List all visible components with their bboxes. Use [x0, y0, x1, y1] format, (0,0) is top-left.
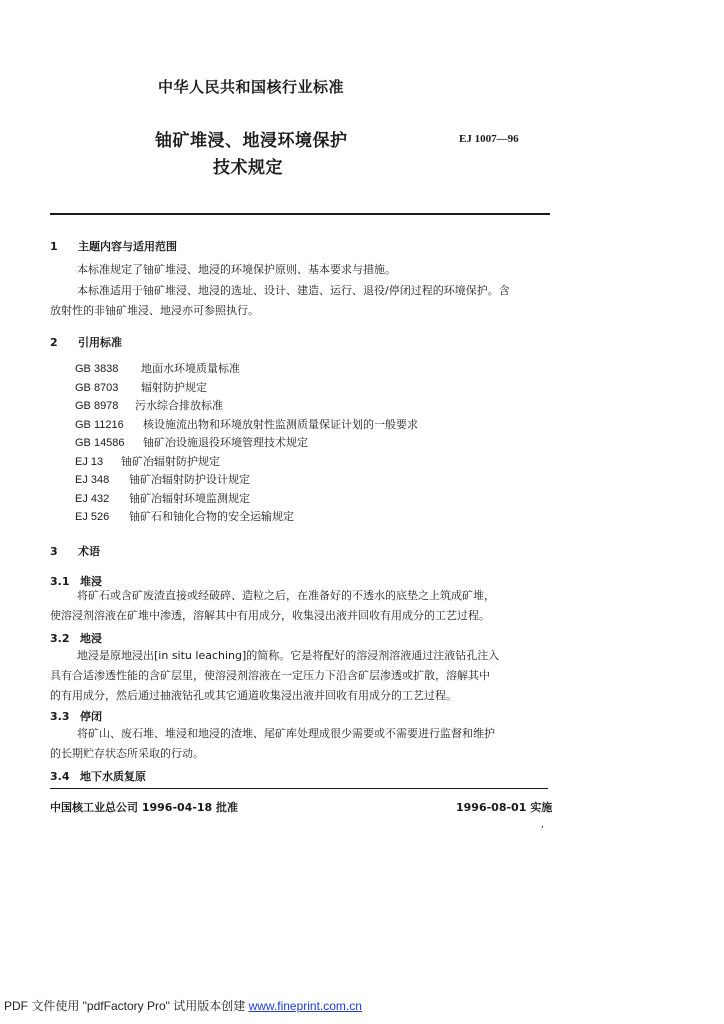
section-title: 术语: [78, 545, 100, 558]
term-title: 停闭: [80, 710, 102, 723]
term-3-1-text-line-2: 使溶浸剂溶液在矿堆中渗透，溶解其中有用成分，收集浸出液并回收有用成分的工艺过程。: [50, 609, 490, 622]
reference-code: GB 11216: [75, 418, 124, 431]
document-title-line1: 铀矿堆浸、地浸环境保护: [155, 131, 348, 151]
section-number: 2: [50, 336, 58, 349]
term-3-1-text-line-1: 将矿石或含矿废渣直接或经破碎、造粒之后，在准备好的不透水的底垫之上筑成矿堆，: [77, 589, 495, 602]
term-3-3-heading: [50, 708, 102, 724]
reference-title: 污水综合排放标准: [135, 399, 223, 412]
section-2-heading: [50, 334, 122, 350]
referenced-standards-list: [75, 360, 418, 527]
reference-code: GB 8703: [75, 381, 119, 394]
reference-title: 地面水环境质量标准: [141, 362, 240, 375]
reference-code: GB 3838: [75, 363, 119, 375]
term-3-2-text-line-2: 具有合适渗透性能的含矿层里，使溶浸剂溶液在一定压力下沿含矿层渗透或扩散，溶解其中: [50, 669, 490, 682]
reference-item: [75, 397, 418, 416]
section-title: 主题内容与适用范围: [78, 240, 177, 253]
section-3-heading: [50, 543, 100, 559]
reference-item: [75, 471, 418, 490]
reference-title: 铀矿冶辐射防护规定: [121, 454, 220, 468]
reference-code: EJ 13: [75, 455, 104, 468]
reference-item: [75, 490, 418, 509]
reference-code: EJ 526: [75, 511, 110, 523]
section-1-para-2-line-2: 放射性的非铀矿堆浸、地浸亦可参照执行。: [50, 304, 259, 317]
watermark-text: PDF 文件使用 "pdfFactory Pro" 试用版本创建: [4, 999, 249, 1013]
header-divider: [50, 213, 550, 215]
reference-code: GB 8978: [75, 400, 119, 412]
term-number: 3.2: [50, 632, 70, 645]
issuing-body-header: 中华人民共和国核行业标准: [158, 78, 345, 96]
reference-item: [75, 379, 418, 398]
section-1-para-1: 本标准规定了铀矿堆浸、地浸的环境保护原则、基本要求与措施。: [77, 263, 396, 276]
reference-item: [75, 416, 418, 435]
standard-code: EJ 1007—96: [459, 133, 519, 145]
reference-code: EJ 348: [75, 474, 110, 486]
footer-divider: [50, 788, 548, 789]
reference-item: [75, 434, 418, 453]
reference-item: [75, 508, 418, 527]
term-number: 3.3: [50, 710, 70, 723]
scan-speck: ,: [541, 820, 544, 830]
section-1-heading: [50, 238, 177, 254]
document-title-line2: 技术规定: [213, 158, 283, 178]
section-title: 引用标准: [78, 336, 122, 349]
reference-title: 铀矿冶辐射环境监测规定: [129, 491, 250, 505]
pdf-watermark: [4, 997, 362, 1014]
reference-code: GB 14586: [75, 437, 125, 449]
reference-title: 铀矿冶设施退役环境管理技术规定: [143, 436, 308, 449]
reference-item: [75, 453, 418, 472]
term-3-2-heading: [50, 630, 102, 646]
reference-item: [75, 360, 418, 379]
watermark-link[interactable]: www.fineprint.com.cn: [248, 999, 362, 1013]
term-3-2-text-line-3: 的有用成分，然后通过抽液钻孔或其它通道收集浸出液并回收有用成分的工艺过程。: [50, 689, 457, 702]
section-1-para-2-line-1: 本标准适用于铀矿堆浸、地浸的选址、设计、建造、运行、退役/停闭过程的环境保护。含: [77, 284, 510, 297]
term-3-2-text-line-1: 地浸是原地浸出[in situ leaching]的简称。它是将配好的溶浸剂溶液通过注液钻孔注入: [77, 649, 500, 662]
reference-title: 铀矿冶辐射防护设计规定: [129, 473, 250, 486]
term-number: 3.4: [50, 770, 70, 783]
term-title: 堆浸: [80, 575, 102, 588]
reference-title: 铀矿石和铀化合物的安全运输规定: [129, 510, 294, 523]
term-title: 地下水质复原: [80, 770, 146, 783]
effective-date: 1996-08-01 实施: [456, 801, 553, 814]
term-number: 3.1: [50, 575, 70, 588]
reference-title: 核设施流出物和环境放射性监测质量保证计划的一般要求: [143, 417, 418, 431]
section-number: 1: [50, 240, 58, 253]
section-number: 3: [50, 545, 58, 558]
term-3-4-heading: [50, 768, 146, 784]
term-3-3-text-line-2: 的长期贮存状态所采取的行动。: [50, 747, 204, 760]
reference-code: EJ 432: [75, 492, 110, 505]
approval-statement: 中国核工业总公司 1996-04-18 批准: [50, 801, 239, 814]
reference-title: 辐射防护规定: [141, 380, 207, 394]
term-3-3-text-line-1: 将矿山、废石堆、堆浸和地浸的渣堆、尾矿库处理成很少需要或不需要进行监督和维护: [77, 727, 495, 740]
term-title: 地浸: [80, 632, 102, 645]
